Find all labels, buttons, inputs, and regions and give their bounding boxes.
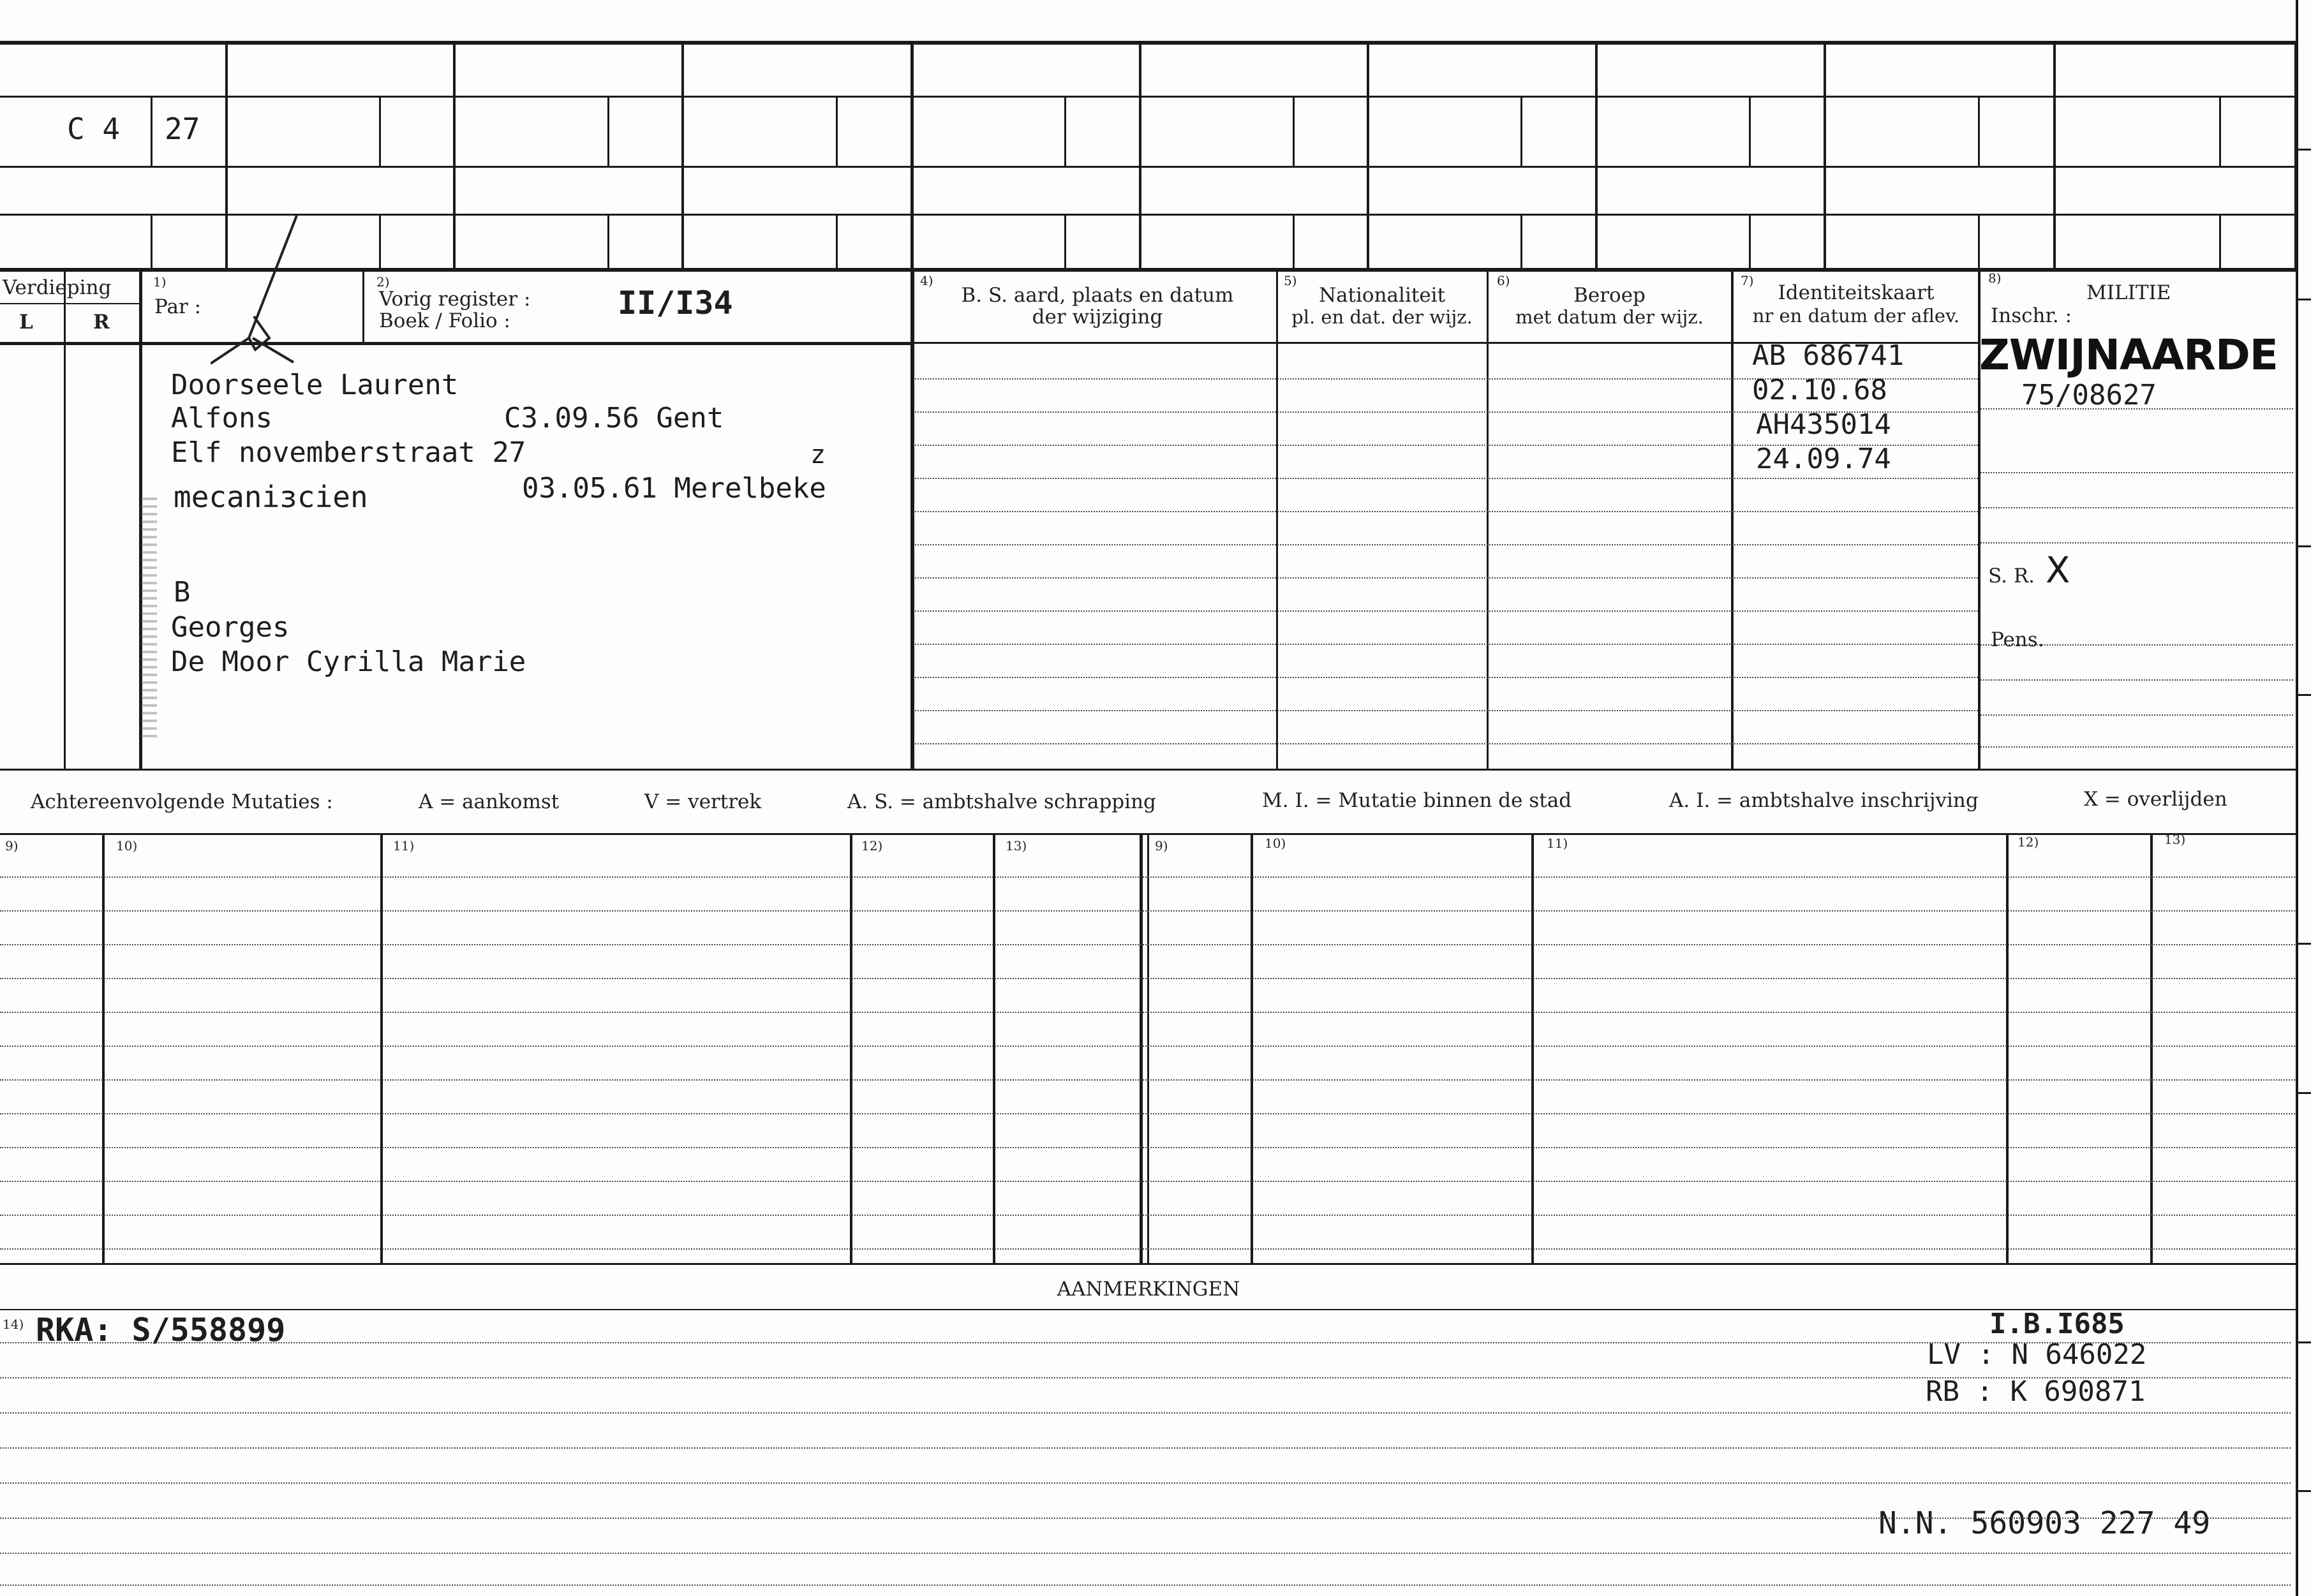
remark-rb: RB : K 690871 <box>1926 1375 2146 1408</box>
mut-col-10-left: 10) <box>116 838 138 853</box>
pens-label: Pens. <box>1991 628 2044 651</box>
par-label: Par : <box>154 295 202 318</box>
remark-nn: N.N. 560903 227 49 <box>1878 1505 2211 1541</box>
col-num-2: 2) <box>376 274 390 290</box>
arrival-date-place: 03.05.61 Merelbeke <box>522 472 826 505</box>
address: Elf novemberstraat 27 <box>171 436 526 469</box>
boek-folio-label: Boek / Folio : <box>379 309 510 332</box>
mut-col-11-left: 11) <box>393 838 415 853</box>
legend-as: A. S. = ambtshalve schrapping <box>847 790 1156 813</box>
aanmerkingen-title: AANMERKINGEN <box>1057 1278 1240 1301</box>
remarks-col-14: 14) <box>3 1317 24 1332</box>
id-header-line1: Identiteitskaart <box>1778 281 1935 304</box>
par-slash-mark <box>211 211 351 383</box>
remark-ib: I.B.I685 <box>1989 1308 2125 1340</box>
remark-rka: RKA: S/558899 <box>36 1312 286 1348</box>
floor-r-label: R <box>93 311 110 334</box>
sr-mark: X <box>2046 550 2070 591</box>
mut-col-9-left: 9) <box>5 838 19 853</box>
spouse-name: De Moor Cyrilla Marie <box>171 646 526 678</box>
bs-header-line1: B. S. aard, plaats en datum <box>961 284 1234 307</box>
id-card-1: AB 686741 <box>1752 339 1905 372</box>
grid-code: C 4 <box>67 112 121 146</box>
nat-header-line2: pl. en dat. der wijz. <box>1291 306 1473 328</box>
left-margin-stamp <box>142 498 157 740</box>
legend-x: X = overlijden <box>2084 788 2227 811</box>
beroep-header-line2: met datum der wijz. <box>1515 306 1704 328</box>
col-num-6: 6) <box>1497 273 1510 288</box>
beroep-header-line1: Beroep <box>1573 284 1646 307</box>
mut-col-9-right: 9) <box>1155 838 1168 853</box>
id-date-2: 24.09.74 <box>1756 443 1891 475</box>
id-card-2: AH435014 <box>1756 408 1891 441</box>
col-num-8: 8) <box>1988 270 2002 286</box>
vorig-register-label: Vorig register : <box>379 288 531 311</box>
col-num-1: 1) <box>153 274 167 290</box>
legend-a: A = aankomst <box>419 790 560 813</box>
spouse-first-name: Georges <box>171 611 290 644</box>
mut-col-13-right: 13) <box>2164 832 2186 847</box>
legend-ai: A. I. = ambtshalve inschrijving <box>1669 789 1979 812</box>
mutaties-title: Achtereenvolgende Mutaties : <box>31 790 333 813</box>
nat-header-line1: Nationaliteit <box>1318 284 1446 307</box>
civil-status: B <box>174 576 191 609</box>
col-num-4: 4) <box>920 273 933 288</box>
legend-v: V = vertrek <box>644 790 762 813</box>
grid-number: 27 <box>165 112 200 146</box>
verdieping-label: Verdieping <box>3 276 112 299</box>
militie-stamp: ZWIJNAARDE <box>1979 330 2278 380</box>
sr-label: S. R. <box>1988 565 2035 587</box>
mut-col-13-left: 13) <box>1006 838 1027 853</box>
col-num-7: 7) <box>1741 273 1754 288</box>
occupation: mecaniзcien <box>174 480 368 514</box>
mut-col-11-right: 11) <box>1547 836 1568 851</box>
vorig-register-value: II/I34 <box>618 284 733 321</box>
remark-lv: LV : N 646022 <box>1927 1338 2147 1371</box>
legend-mi: M. I. = Mutatie binnen de stad <box>1262 789 1572 812</box>
person-first-name: Alfons <box>171 402 272 434</box>
mut-col-12-left: 12) <box>861 838 883 853</box>
inschr-number: 75/08627 <box>2021 379 2157 411</box>
floor-l-label: L <box>19 311 33 334</box>
birth-date-place: C3.09.56 Gent <box>504 402 724 434</box>
bs-header-line2: der wijziging <box>1032 306 1163 329</box>
mut-col-10-right: 10) <box>1265 836 1286 851</box>
col-num-5: 5) <box>1284 273 1297 288</box>
inschr-label: Inschr. : <box>1991 304 2072 327</box>
person-name: Doorseele Laurent <box>171 369 459 401</box>
militie-label: MILITIE <box>2086 281 2171 304</box>
mut-col-12-right: 12) <box>2017 834 2039 850</box>
id-date-1: 02.10.68 <box>1752 374 1887 406</box>
id-header-line2: nr en datum der aflev. <box>1752 305 1960 327</box>
address-mark: z <box>810 440 826 469</box>
